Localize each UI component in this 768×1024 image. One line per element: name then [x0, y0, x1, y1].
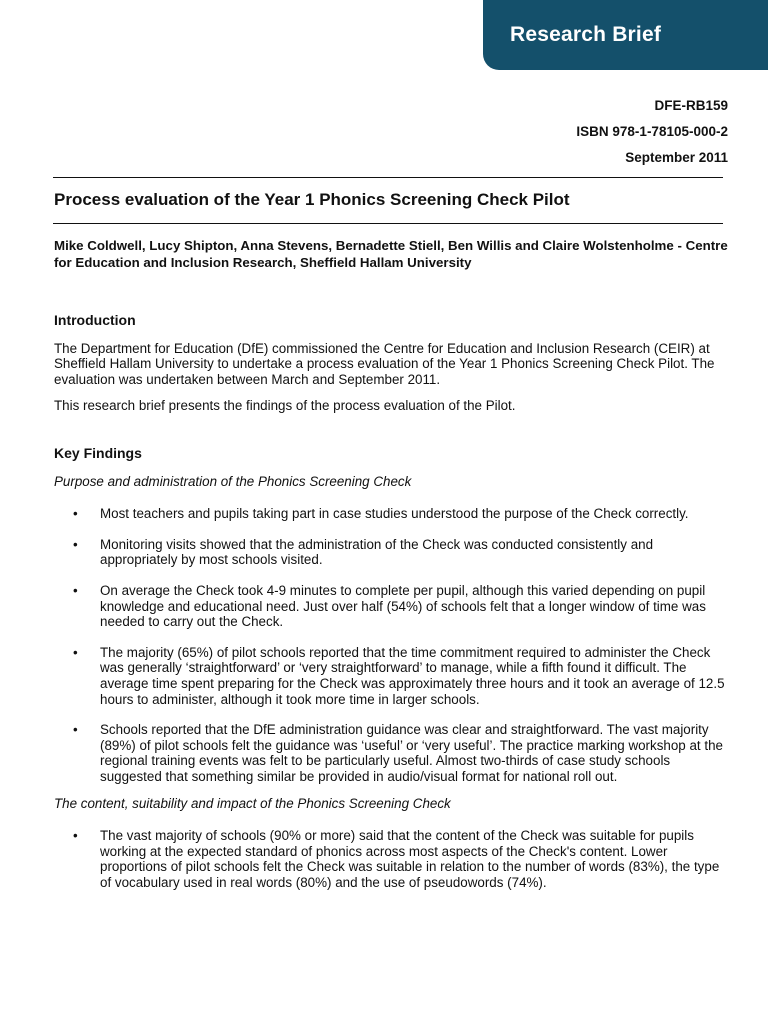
list-item — [54, 828, 730, 890]
list-item-text: On average the Check took 4-9 minutes to complete per pupil, although this varied depending on pupil knowledge and educational need. Just over half (54%) of schools felt that a longer window of time was needed to carry out the Check. — [100, 582, 706, 630]
list-item-text: The vast majority of schools (90% or more) said that the content of the Check was suitable for pupils working at the expected standard of phonics across most aspects of the Check's content. Lower proportions of pilot schools felt the Check was suitable in relation to the number of words (83%), the type of vocabulary used in real words (80%) and the use of pseudowords (74%). — [100, 828, 720, 890]
list-item-text: Monitoring visits showed that the administration of the Check was conducted consistently and appropriately by most schools visited. — [100, 536, 654, 568]
list-item — [54, 645, 730, 707]
research-brief-banner — [483, 0, 768, 70]
findings-list — [54, 506, 730, 784]
list-item-text: The majority (65%) of pilot schools reported that the time commitment required to administer the Check was generally ‘straightforward’ or ‘very straightforward’ to manage, while a fifth found it difficult. The average time spent preparing for the Check was approximately three hours and it took an average of 12.5 hours to administer, although it took more time in larger schools. — [100, 644, 725, 707]
list-item-text: Schools reported that the DfE administration guidance was clear and straightforward. The vast majority (89%) of pilot schools felt the guidance was ‘useful’ or ‘very useful’. The practice marking workshop at the regional training events was felt to be particularly useful. Almost two-thirds of case study schools suggested that something similar be provided in audio/visual format for national roll out. — [100, 722, 723, 784]
document-title: Process evaluation of the Year 1 Phonics Screening Check Pilot — [54, 190, 570, 209]
title-rule-bottom — [53, 223, 723, 224]
bullet-icon: • — [73, 536, 78, 552]
section-subheading: Purpose and administration of the Phonics Screening Check — [54, 473, 412, 489]
bullet-icon: • — [73, 506, 78, 522]
bullet-icon: • — [73, 644, 78, 660]
section-subheading: The content, suitability and impact of the Phonics Screening Check — [54, 796, 451, 812]
isbn: ISBN 978-1-78105-000-2 — [576, 124, 728, 139]
document-meta — [576, 93, 728, 171]
bullet-icon: • — [73, 582, 78, 598]
key-findings-heading: Key Findings — [54, 444, 142, 461]
body-content — [54, 313, 730, 905]
bullet-icon: • — [73, 722, 78, 738]
findings-list — [54, 828, 730, 890]
list-item — [54, 583, 730, 630]
introduction-paragraph: This research brief presents the findings of the process evaluation of the Pilot. — [54, 398, 516, 414]
list-item — [54, 537, 730, 568]
list-item — [54, 722, 730, 784]
introduction-paragraph: The Department for Education (DfE) commissioned the Centre for Education and Inclusion Research (CEIR) at Sheffield Hallam University to undertake a process evaluation of the Year 1 Phonics Screening Check Pilot. The evaluation was undertaken between March and September 2011. — [54, 340, 715, 387]
list-item-text: Most teachers and pupils taking part in case studies understood the purpose of the Check correctly. — [100, 506, 689, 522]
bullet-icon: • — [73, 828, 78, 844]
introduction-heading: Introduction — [54, 312, 136, 328]
banner-title: Research Brief — [510, 23, 662, 46]
authors: Mike Coldwell, Lucy Shipton, Anna Stevens, Bernadette Stiell, Ben Willis and Claire Wolstenholme - Centre for Education and Inclusion Research, Sheffield Hallam University — [54, 238, 728, 270]
report-reference: DFE-RB159 — [654, 98, 728, 113]
publication-date: September 2011 — [625, 150, 728, 165]
title-rule-top — [53, 177, 723, 178]
list-item — [54, 506, 730, 522]
